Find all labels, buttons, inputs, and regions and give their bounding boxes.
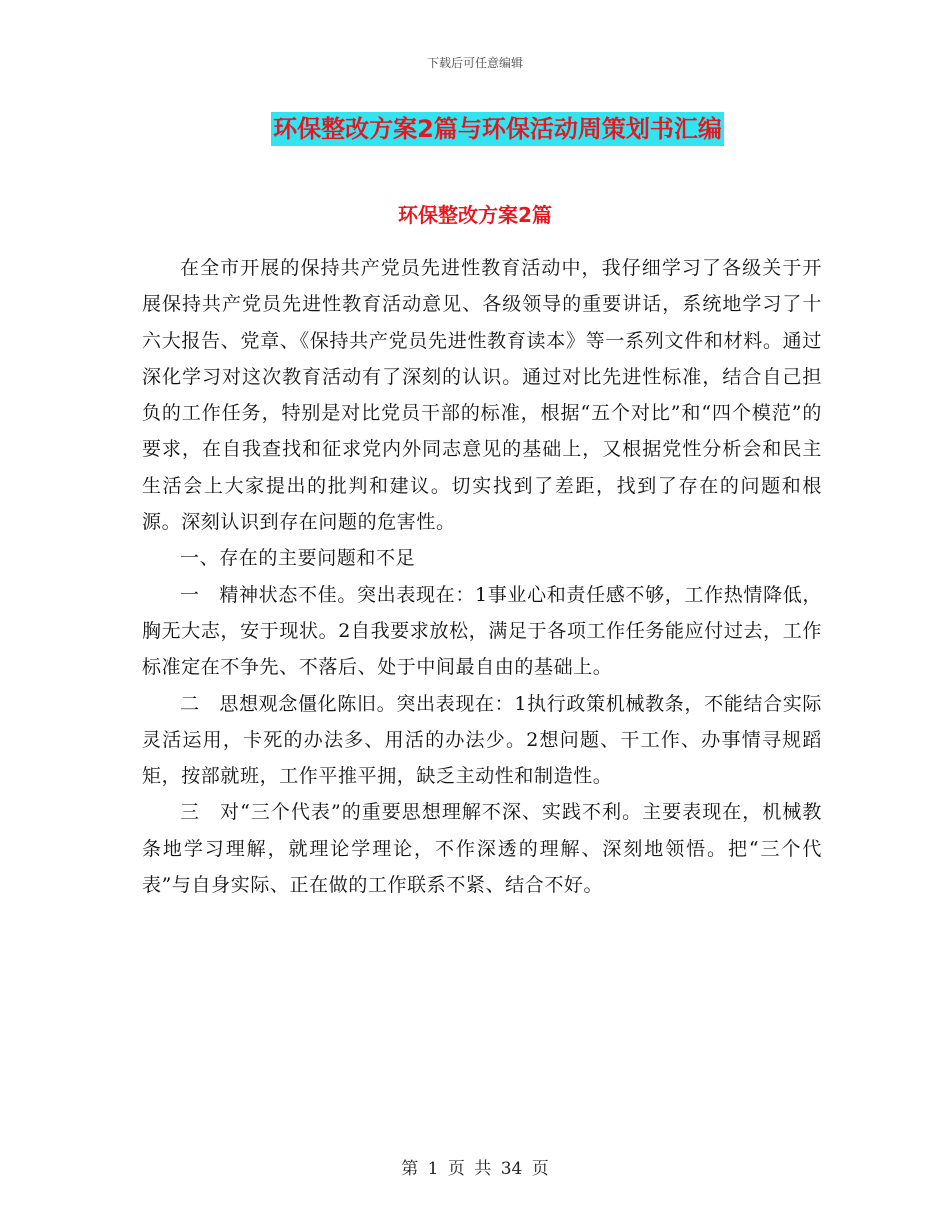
sub-title: 环保整改方案2篇 xyxy=(398,203,552,227)
main-title: 环保整改方案2篇与环保活动周策划书汇编 xyxy=(271,112,724,146)
page-number: 第 1 页 共 34 页 xyxy=(401,1159,549,1179)
paragraph: 三 对“三个代表”的重要思想理解不深、实践不利。主要表现在，机械教条地学习理解，就理论学理论，不作深透的理解、深刻地领悟。把“三个代表”与自身实际、正在做的工作联系不紧、结合不好。 xyxy=(142,801,822,897)
main-title-container xyxy=(0,112,950,146)
paragraph: 二 思想观念僵化陈旧。突出表现在：1执行政策机械教条，不能结合实际灵活运用，卡死的办法多、用活的办法少。2想问题、干工作、办事情寻规蹈矩，按部就班，工作平推平拥，缺乏主动性和制造性。 xyxy=(142,692,822,788)
paragraph: 一 精神状态不佳。突出表现在：1事业心和责任感不够，工作热情降低，胸无大志，安于现状。2自我要求放松，满足于各项工作任务能应付过去，工作标准定在不争先、不落后、处于中间最自由的基础上。 xyxy=(142,583,822,679)
document-body xyxy=(142,250,822,903)
section-heading: 一、存在的主要问题和不足 xyxy=(180,547,416,570)
header-note: 下载后可任意编辑 xyxy=(426,56,523,70)
paragraph: 在全市开展的保持共产党员先进性教育活动中，我仔细学习了各级关于开展保持共产党员先进性教育活动意见、各级领导的重要讲话，系统地学习了十六大报告、党章、《保持共产党员先进性教育读本》等一系列文件和材料。通过深化学习对这次教育活动有了深刻的认识。通过对比先进性标准，结合自己担负的工作任务，特别是对比党员干部的标准，根据“五个对比”和“四个模范”的要求，在自我查找和征求党内外同志意见的基础上，又根据党性分析会和民主生活会上大家提出的批判和建议。切实找到了差距，找到了存在的问题和根源。深刻认识到存在问题的危害性。 xyxy=(142,257,822,534)
